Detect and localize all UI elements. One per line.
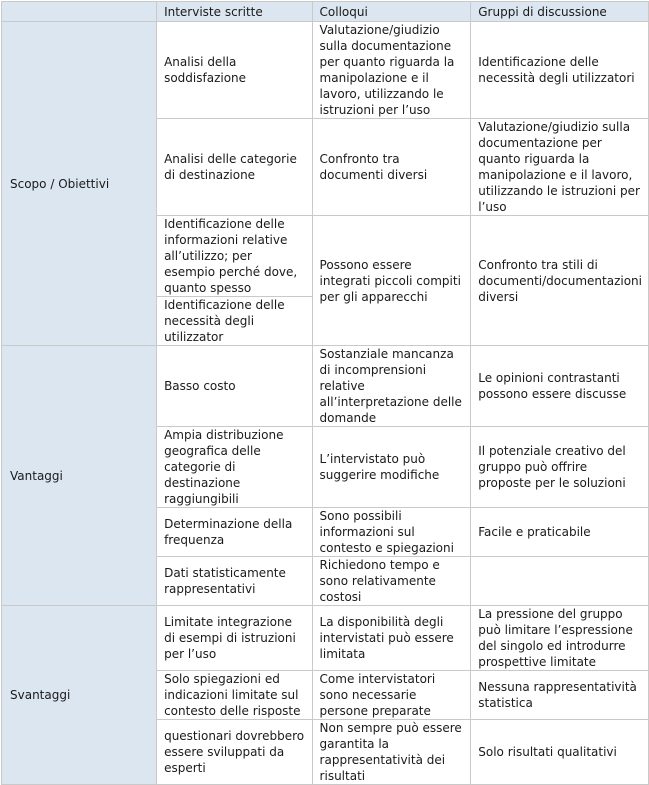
table-cell: Valutazione/giudizio sulla documentazione per quanto riguarda la manipolazione e il lavoro, utilizzando le istruzioni per l’uso (471, 119, 649, 216)
table-cell: Limitate integrazione di esempi di istruzioni per l’uso (157, 606, 312, 671)
header-colloqui: Colloqui (312, 2, 471, 22)
table-cell: Richiedono tempo e sono relativamente costosi (312, 557, 471, 606)
table-cell: Basso costo (157, 346, 312, 427)
row-header-svantaggi: Svantaggi (2, 606, 157, 785)
table-cell: Dati statisticamente rappresentativi (157, 557, 312, 606)
row-header-vantaggi: Vantaggi (2, 346, 157, 606)
table-cell: Valutazione/giudizio sulla documentazione per quanto riguarda la manipolazione e il lavoro, utilizzando le istruzioni per l’uso (312, 22, 471, 119)
header-interviste-scritte: Interviste scritte (157, 2, 312, 22)
table-cell: questionari dovrebbero essere sviluppati da esperti (157, 720, 312, 785)
table-cell: Nessuna rappresentatività statistica (471, 671, 649, 720)
table-cell: La disponibilità degli intervistati può essere limitata (312, 606, 471, 671)
table-cell: Analisi delle categorie di destinazione (157, 119, 312, 216)
table-cell: L’intervistato può suggerire modifiche (312, 427, 471, 508)
table-cell: Determinazione della frequenza (157, 508, 312, 557)
table-cell: Identificazione delle necessità degli utilizzatori (471, 22, 649, 119)
table-cell: Possono essere integrati piccoli compiti per gli apparecchi (312, 216, 471, 346)
table-row (2, 22, 649, 119)
table-cell: Identificazione delle necessità degli utilizzator (157, 297, 312, 346)
table-cell: Le opinioni contrastanti possono essere discusse (471, 346, 649, 427)
table-cell: Solo spiegazioni ed indicazioni limitate sul contesto delle risposte (157, 671, 312, 720)
row-header-scopo: Scopo / Obiettivi (2, 22, 157, 346)
table-cell: Solo risultati qualitativi (471, 720, 649, 785)
table-cell: Facile e praticabile (471, 508, 649, 557)
table-cell: Confronto tra stili di documenti/documentazioni diversi (471, 216, 649, 346)
table-row (2, 346, 649, 427)
table-cell: Il potenziale creativo del gruppo può offrire proposte per le soluzioni (471, 427, 649, 508)
table-cell: Analisi della soddisfazione (157, 22, 312, 119)
table-cell: Come intervistatori sono necessarie persone preparate (312, 671, 471, 720)
comparison-table (1, 1, 649, 785)
table-cell: Ampia distribuzione geografica delle categorie di destinazione raggiungibili (157, 427, 312, 508)
table-row (2, 606, 649, 671)
table-cell: Identificazione delle informazioni relative all’utilizzo; per esempio perché dove, quanto spesso (157, 216, 312, 297)
table-cell: Confronto tra documenti diversi (312, 119, 471, 216)
header-empty-cell (2, 2, 157, 22)
header-row (2, 2, 649, 22)
table-cell: Sostanziale mancanza di incomprensioni relative all’interpretazione delle domande (312, 346, 471, 427)
table-cell: Non sempre può essere garantita la rappresentatività dei risultati (312, 720, 471, 785)
table-cell: Sono possibili informazioni sul contesto e spiegazioni (312, 508, 471, 557)
header-gruppi-di-discussione: Gruppi di discussione (471, 2, 649, 22)
table-cell (471, 557, 649, 606)
table-cell: La pressione del gruppo può limitare l’espressione del singolo ed introdurre prospettive limitate (471, 606, 649, 671)
